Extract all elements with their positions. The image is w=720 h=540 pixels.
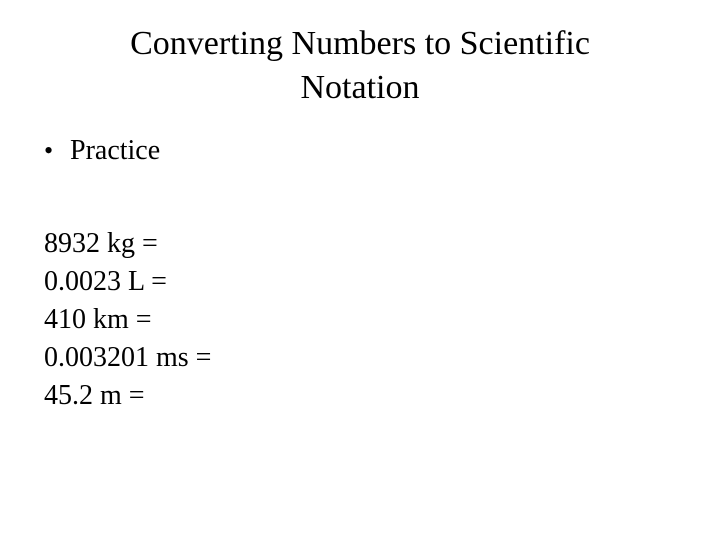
slide-title-line-2: Notation xyxy=(300,69,420,106)
practice-problems-list xyxy=(44,225,211,415)
slide-title xyxy=(36,22,684,110)
practice-problem: 410 km = xyxy=(44,304,152,335)
practice-problem: 0.003201 ms = xyxy=(44,342,212,373)
bullet-item-practice xyxy=(44,133,160,169)
bullet-list xyxy=(44,133,160,169)
practice-problem: 45.2 m = xyxy=(44,380,145,411)
practice-problem: 8932 kg = xyxy=(44,228,158,259)
slide-title-line-1: Converting Numbers to Scientific xyxy=(130,25,590,62)
bullet-text: Practice xyxy=(70,135,161,166)
practice-problem: 0.0023 L = xyxy=(44,266,167,297)
bullet-dot-icon: • xyxy=(44,136,54,165)
